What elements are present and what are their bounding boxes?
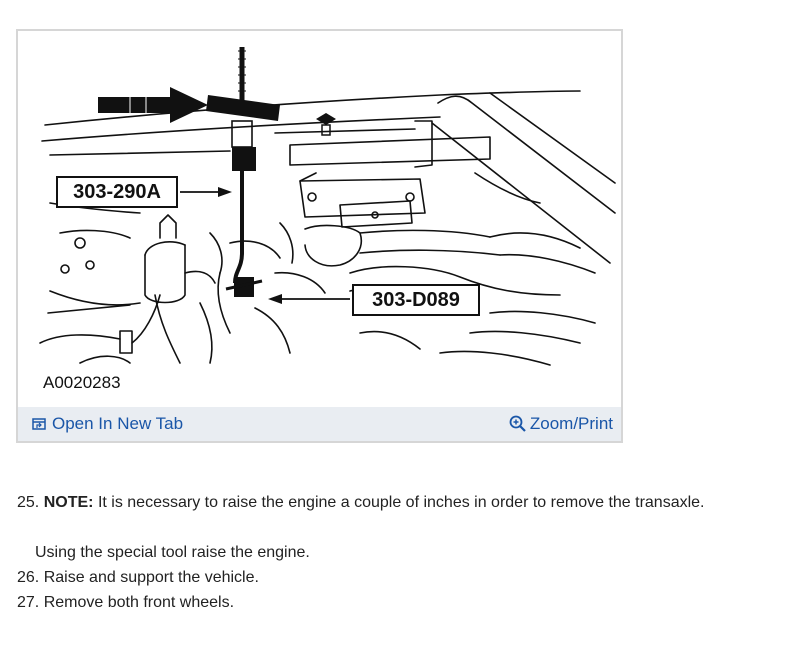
engine-support-illustration bbox=[20, 33, 619, 405]
procedure-steps bbox=[17, 490, 787, 615]
step-text: Remove both front wheels. bbox=[43, 594, 235, 611]
step-26 bbox=[17, 565, 787, 590]
step-25-continuation: Using the special tool raise the engine. bbox=[35, 544, 310, 561]
figure-id-label: A0020283 bbox=[43, 373, 121, 392]
tool-callout-303-d089: 303-D089 bbox=[352, 284, 480, 316]
open-in-new-tab-label: Open In New Tab bbox=[52, 414, 184, 433]
step-number: 26. bbox=[17, 569, 40, 586]
open-in-new-tab-link[interactable] bbox=[32, 414, 183, 434]
line-drawing bbox=[20, 33, 619, 405]
step-text: It is necessary to raise the engine a couple of inches in order to remove the transaxle. bbox=[97, 494, 705, 511]
note-label: NOTE: bbox=[43, 494, 94, 511]
figure-container bbox=[16, 29, 623, 443]
zoom-print-link[interactable] bbox=[509, 414, 613, 434]
step-text: Raise and support the vehicle. bbox=[43, 569, 259, 586]
tool-callout-303-290a: 303-290A bbox=[56, 176, 178, 208]
step-number: 25. bbox=[17, 494, 40, 511]
step-number: 27. bbox=[17, 594, 40, 611]
step-25 bbox=[17, 490, 787, 515]
step-27 bbox=[17, 590, 787, 615]
figure-toolbar bbox=[18, 407, 621, 441]
external-tab-icon bbox=[32, 417, 46, 431]
zoom-print-label: Zoom/Print bbox=[529, 414, 613, 433]
magnifier-plus-icon bbox=[509, 415, 527, 433]
